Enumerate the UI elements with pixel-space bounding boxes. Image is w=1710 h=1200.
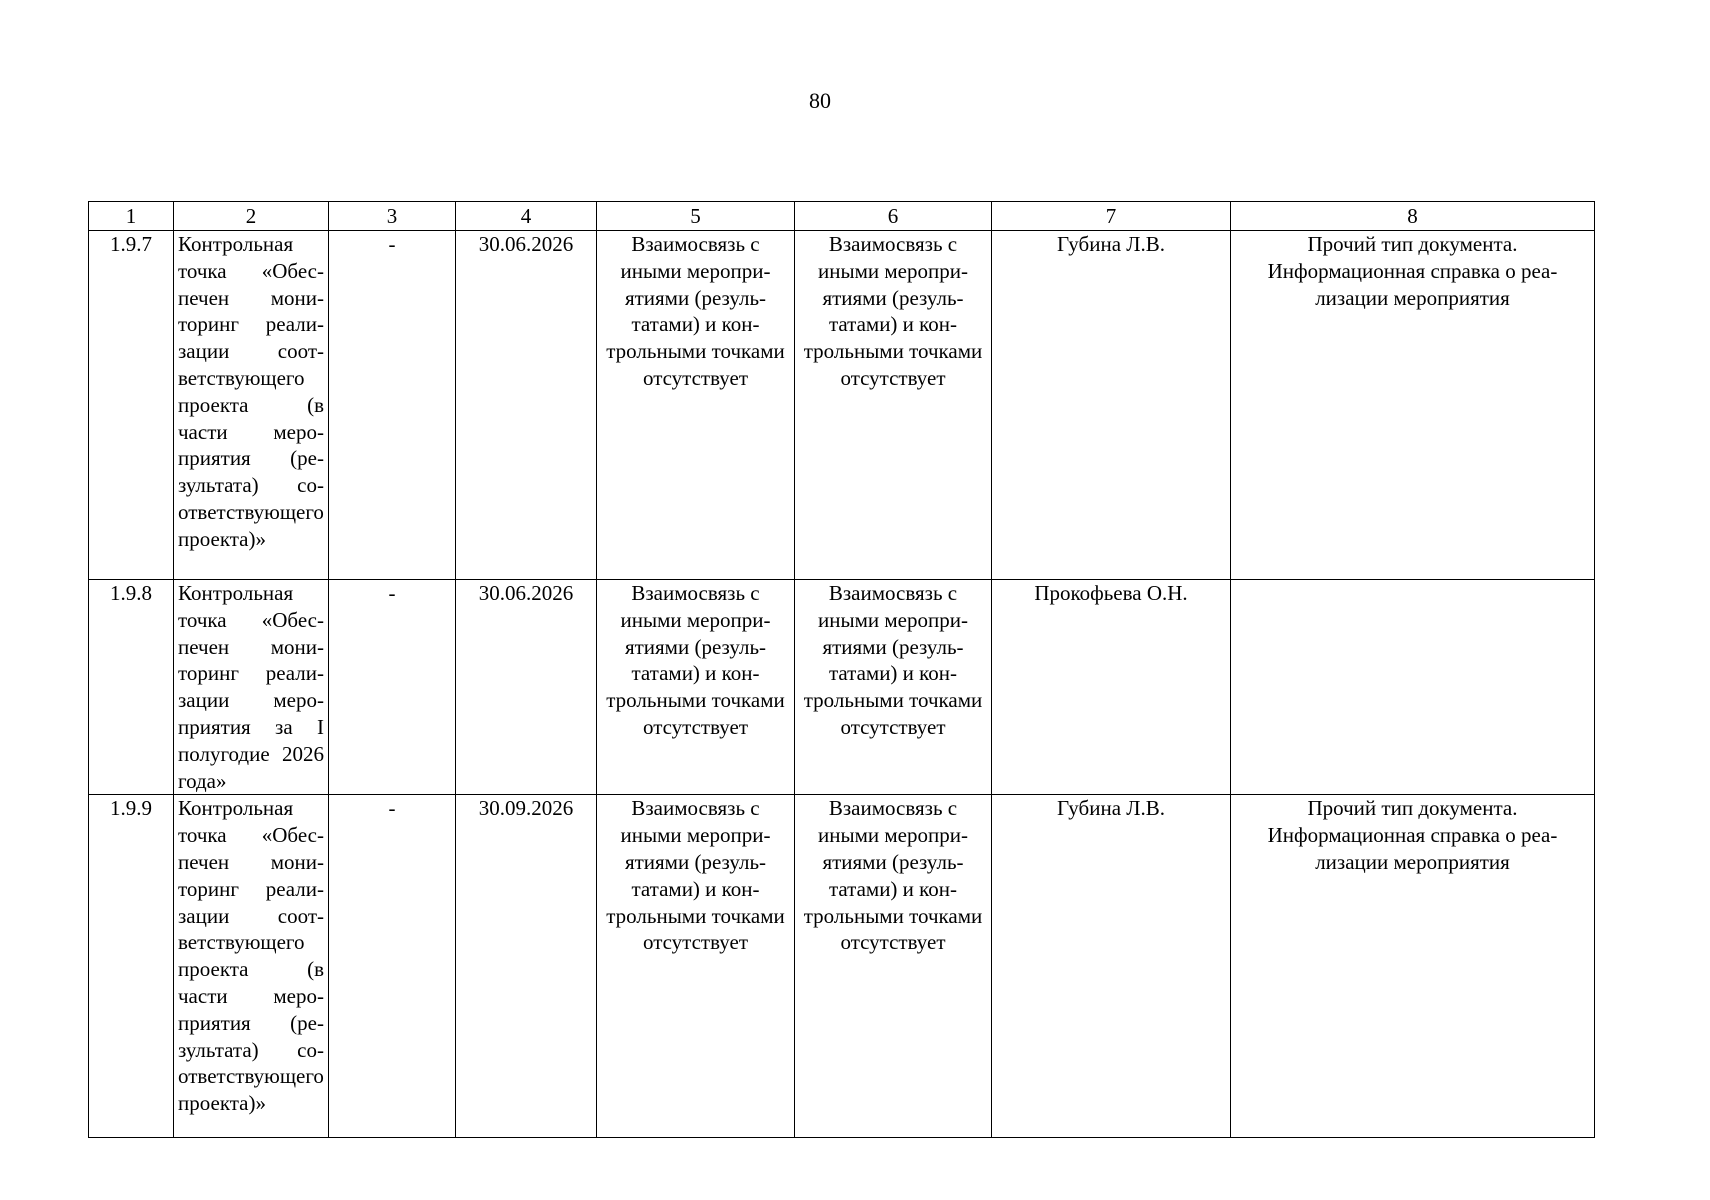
relation-cell: Взаимосвязь с иными мероприятиями (результатами) и контрольными точками отсутствует [795, 795, 992, 1138]
responsible-cell: Губина Л.В. [992, 795, 1231, 1138]
row-number-cell: 1.9.8 [89, 580, 174, 795]
control-point-name-cell: Контрольная точка «Обеспечен мониторинг реализации соответствующего проекта (в части мероприятия (результата) соответствующего проекта)» [174, 231, 329, 580]
date-cell: 30.09.2026 [456, 795, 597, 1138]
column-header: 8 [1231, 202, 1595, 231]
relation-cell: Взаимосвязь с иными мероприятиями (результатами) и контрольными точками отсутствует [795, 580, 992, 795]
table-row [89, 795, 1595, 1138]
relation-cell: Взаимосвязь с иными мероприятиями (результатами) и контрольными точками отсутствует [597, 580, 795, 795]
table-row [89, 580, 1595, 795]
row-number-cell: 1.9.9 [89, 795, 174, 1138]
control-point-name-cell: Контрольная точка «Обеспечен мониторинг реализации соответствующего проекта (в части мероприятия (результата) соответствующего проекта)» [174, 795, 329, 1138]
column-3-cell: - [329, 580, 456, 795]
relation-cell: Взаимосвязь с иными мероприятиями (результатами) и контрольными точками отсутствует [597, 795, 795, 1138]
column-header: 5 [597, 202, 795, 231]
table-row [89, 231, 1595, 580]
header-row [89, 202, 1595, 231]
column-header: 6 [795, 202, 992, 231]
responsible-cell: Прокофьева О.Н. [992, 580, 1231, 795]
document-cell [1231, 580, 1595, 795]
column-header: 3 [329, 202, 456, 231]
column-header: 1 [89, 202, 174, 231]
relation-cell: Взаимосвязь с иными мероприятиями (результатами) и контрольными точками отсутствует [795, 231, 992, 580]
control-point-name-cell: Контрольная точка «Обеспечен мониторинг реализации мероприятия за I полугодие 2026 года» [174, 580, 329, 795]
document-cell: Прочий тип документа. Информационная справка о реализации мероприятия [1231, 795, 1595, 1138]
column-header: 7 [992, 202, 1231, 231]
control-points-table [88, 201, 1595, 1138]
date-cell: 30.06.2026 [456, 231, 597, 580]
date-cell: 30.06.2026 [456, 580, 597, 795]
document-cell: Прочий тип документа. Информационная справка о реализации мероприятия [1231, 231, 1595, 580]
page-number: 80 [809, 88, 831, 113]
relation-cell: Взаимосвязь с иными мероприятиями (результатами) и контрольными точками отсутствует [597, 231, 795, 580]
responsible-cell: Губина Л.В. [992, 231, 1231, 580]
column-header: 2 [174, 202, 329, 231]
column-3-cell: - [329, 231, 456, 580]
row-number-cell: 1.9.7 [89, 231, 174, 580]
column-3-cell: - [329, 795, 456, 1138]
column-header: 4 [456, 202, 597, 231]
